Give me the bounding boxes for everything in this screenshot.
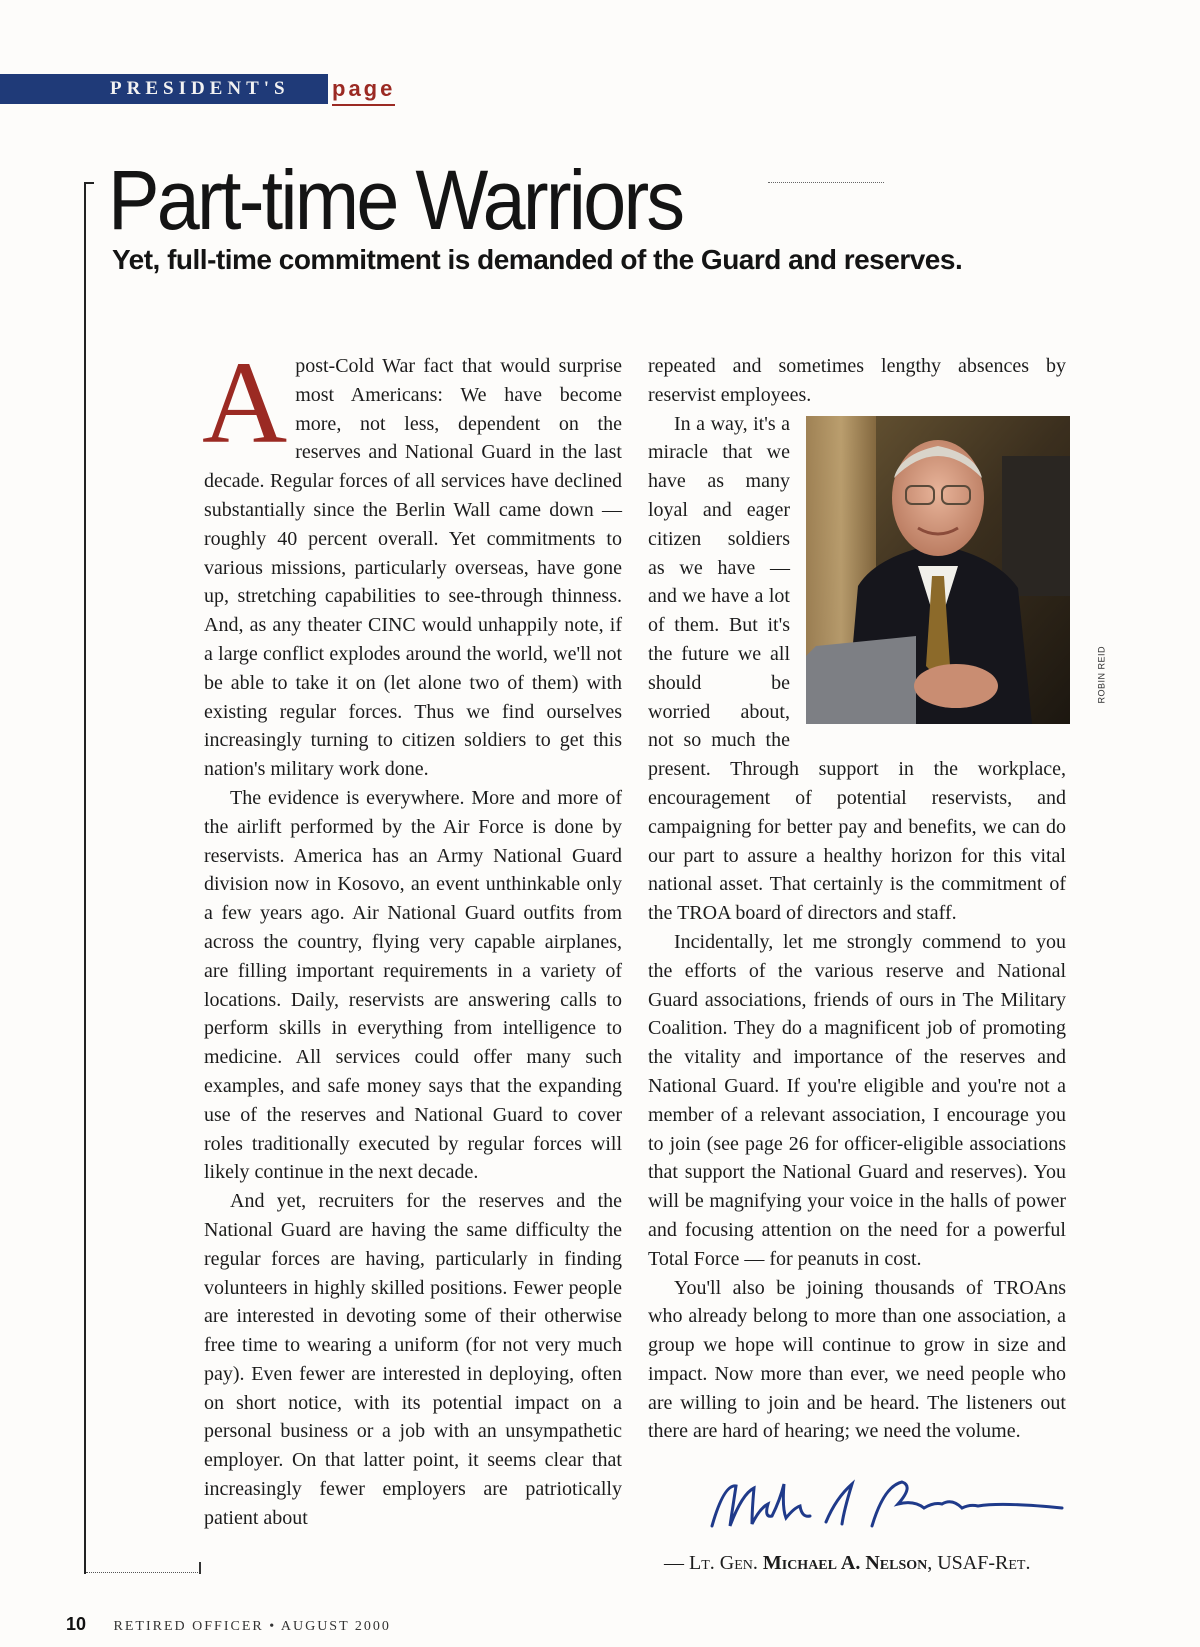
author-rank: Lt. Gen.	[689, 1552, 758, 1574]
left-column	[202, 337, 622, 1533]
article-title: Part-time Warriors	[108, 153, 683, 247]
paragraph: repeated and sometimes lengthy absences by reservist employees.	[648, 355, 1066, 406]
portrait-image	[806, 416, 1070, 724]
publication-name: RETIRED OFFICER	[113, 1619, 264, 1634]
right-column	[648, 352, 1107, 1446]
page-number: 10	[66, 1614, 87, 1634]
article-subtitle: Yet, full-time commitment is demanded of the Guard and reserves.	[112, 244, 963, 275]
paragraph: Incidentally, let me strongly commend to you the efforts of the various reserve and National Guard associations, friends of ours in The Military Coalition. They do a magnificent job of promoting the vitality and importance of the reserves and National Guard. If you're eligible and you're not a member of a relevant association, I encourage you to join (see page 26 for officer-eligible associations that support the National Guard and reserves). You will be magnifying your voice in the halls of power and focusing attention on the need for a powerful Total Force — for peanuts in cost.	[648, 930, 1066, 1270]
frame-bottom-rule	[86, 1572, 200, 1573]
president-portrait-photo	[806, 416, 1107, 724]
signature-icon	[702, 1464, 1102, 1544]
paragraph: The evidence is everywhere. More and more of the airlift performed by the Air Force is done by reservists. America has an Army National Guard division now in Kosovo, an event unthinkable only a few years ago. Air National Guard outfits from across the country, flying very capable airplanes, are filling important requirements in a variety of locations. Daily, reservists are answering calls to perform skills in everything from intelligence to medicine. All services could offer many such examples, and safe money says that the expanding use of the reserves and National Guard to cover roles traditionally executed by regular forces will likely continue in the next decade.	[204, 786, 622, 1184]
photo-credit: ROBIN REID	[1097, 645, 1107, 704]
author-suffix: , USAF-Ret.	[927, 1552, 1031, 1574]
issue-date: AUGUST 2000	[280, 1619, 391, 1634]
section-page-word: page	[332, 74, 395, 106]
footer-separator: •	[269, 1619, 277, 1634]
drop-cap: A	[202, 337, 288, 468]
paragraph: And yet, recruiters for the reserves and the National Guard are having the same difficulty the regular forces are having, particularly in finding volunteers in highly skilled positions. Fewer people are interested in devoting some of their otherwise free time to wearing a uniform (for not very much pay). Even fewer are interested in deploying, often on short notice, with its potential impact on a personal business or a job with an unsympathetic employer. On that latter point, it seems clear that increasingly fewer employers are patriotically patient about	[204, 1190, 622, 1529]
frame-bottom-tick	[199, 1562, 201, 1574]
paragraph: In a way, it's a miracle that we have as many loyal and eager citizen soldiers as we have — and we have a lot of them. But it's the future we all should be worried about, not so much the present. Through support in the workplace, encouragement of potential reservists, and campaigning for better pay and benefits, we can do our part to assure a healthy horizon for this vital national asset. That certainly is the commitment of the TROA board of directors and staff.	[648, 412, 1066, 925]
author-signature-line	[664, 1552, 1030, 1575]
title-dotted-rule	[768, 182, 884, 183]
paragraph	[202, 337, 622, 784]
page-footer	[66, 1614, 391, 1635]
sign-dash: —	[664, 1552, 684, 1574]
frame-left-rule	[84, 182, 86, 1574]
handwritten-signature	[702, 1464, 1102, 1549]
author-name: Michael A. Nelson	[762, 1552, 928, 1574]
paragraph-text: post-Cold War fact that would surprise most Americans: We have become more, not less, dependent on the reserves and National Guard in the last decade. Regular forces of all services have declined substantially since the Berlin Wall came down — roughly 40 percent overall. Yet commitments to various missions, particularly overseas, have gone up, stretching capabilities to see-through thinness. And, as any theater CINC would unhappily note, if a large conflict explodes around the world, we'll not be able to take it on (let alone two of them) with existing regular forces. Thus we find ourselves increasingly turning to citizen soldiers to get this nation's military work done.	[204, 355, 622, 781]
paragraph: You'll also be joining thousands of TROAns who already belong to more than one association, a group we hope will continue to grow in size and impact. Now more than ever, we need people who are willing to join and be heard. The listeners out there are hard of hearing; we need the volume.	[648, 1276, 1066, 1443]
section-label: PRESIDENT'S	[110, 78, 290, 99]
